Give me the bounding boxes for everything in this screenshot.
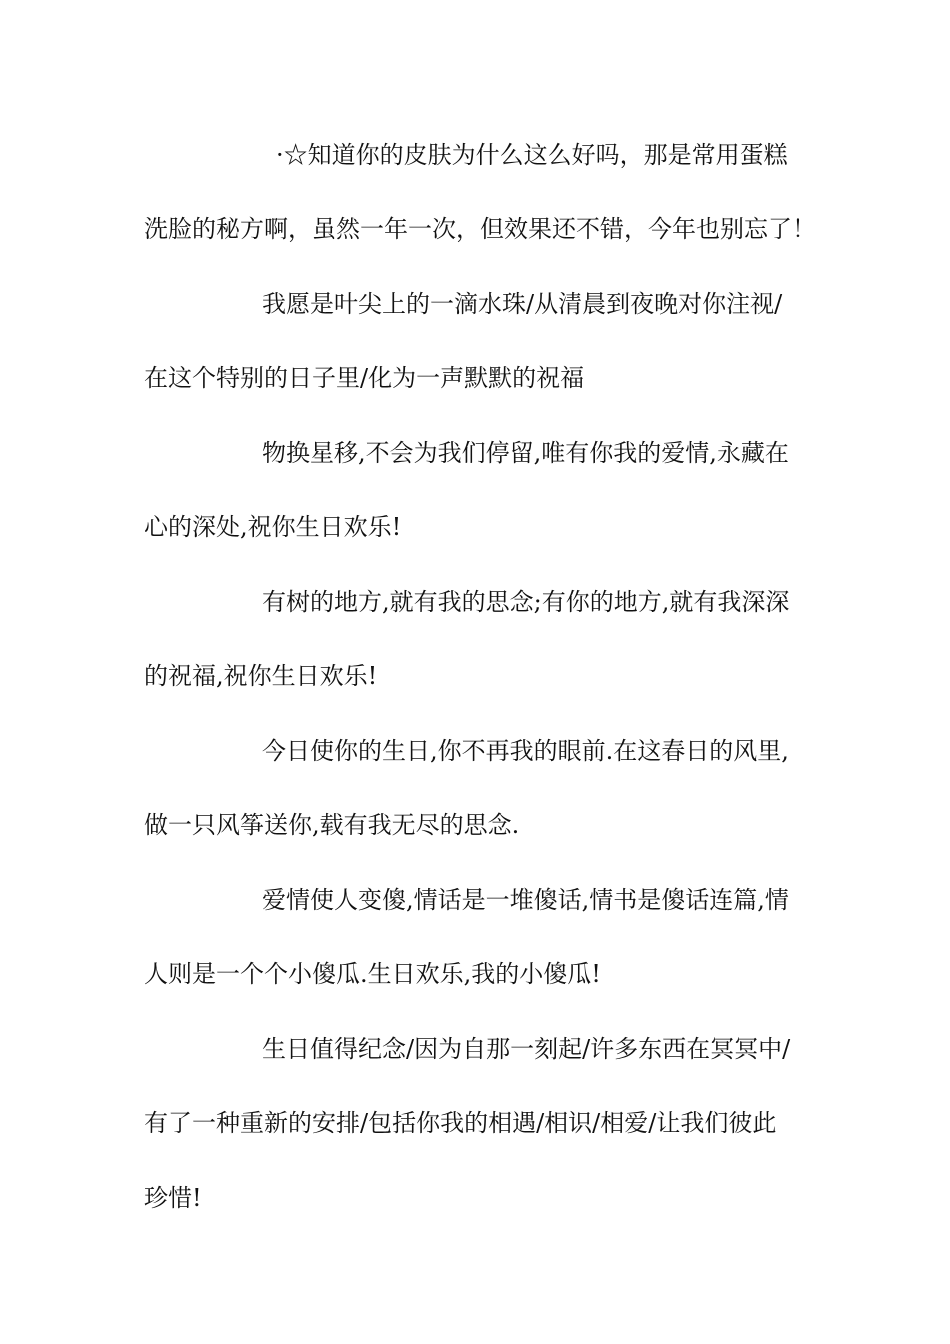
paragraph-3-line-2: 心的深处,祝你生日欢乐! (144, 513, 402, 541)
paragraph-1-line-1: ·☆知道你的皮肤为什么这么好吗，那是常用蛋糕 (276, 141, 788, 169)
paragraph-4-line-2: 的祝福,祝你生日欢乐! (144, 662, 378, 690)
paragraph-3-line-1: 物换星移,不会为我们停留,唯有你我的爱情,永藏在 (262, 439, 789, 467)
paragraph-2-line-1: 我愿是叶尖上的一滴水珠/从清晨到夜晚对你注视/ (262, 290, 783, 318)
paragraph-2-line-2: 在这个特别的日子里/化为一声默默的祝福 (144, 364, 585, 392)
paragraph-7-line-3: 珍惜! (144, 1184, 202, 1212)
paragraph-6-line-1: 爱情使人变傻,情话是一堆傻话,情书是傻话连篇,情 (262, 886, 789, 914)
paragraph-1-line-2: 洗脸的秘方啊，虽然一年一次，但效果还不错，今年也别忘了！ (144, 215, 816, 243)
paragraph-5-line-1: 今日使你的生日,你不再我的眼前.在这春日的风里, (262, 737, 789, 765)
paragraph-5-line-2: 做一只风筝送你,载有我无尽的思念. (144, 811, 520, 839)
paragraph-7-line-2: 有了一种重新的安排/包括你我的相遇/相识/相爱/让我们彼此 (144, 1109, 777, 1137)
paragraph-4-line-1: 有树的地方,就有我的思念;有你的地方,就有我深深 (262, 588, 790, 616)
paragraph-6-line-2: 人则是一个个小傻瓜.生日欢乐,我的小傻瓜! (144, 960, 601, 988)
paragraph-7-line-1: 生日值得纪念/因为自那一刻起/许多东西在冥冥中/ (262, 1035, 791, 1063)
